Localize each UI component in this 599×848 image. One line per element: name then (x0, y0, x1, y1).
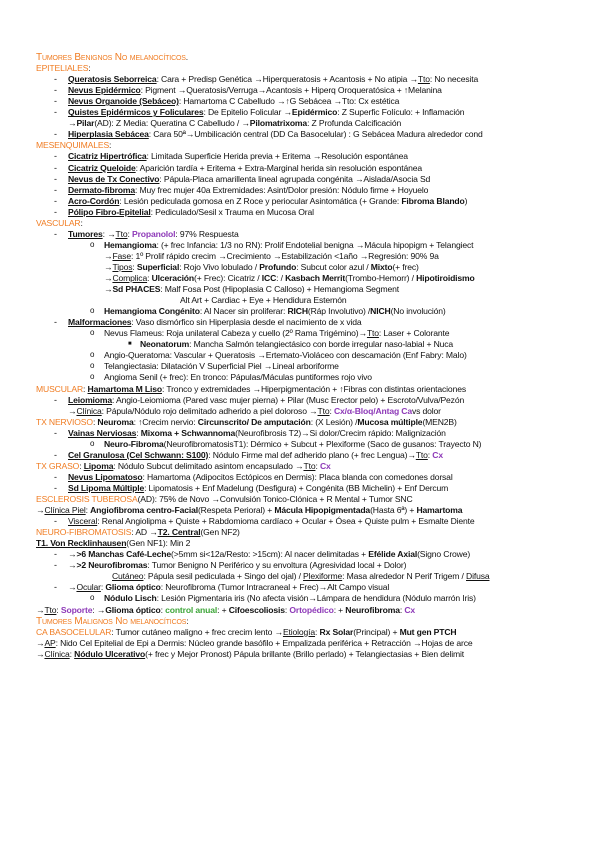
text-run: Angiofibroma centro-Facial (90, 505, 198, 516)
text-run: Cx/α-Bloq/Antag Ca (333, 405, 412, 416)
text-run: (No involución) (390, 306, 446, 317)
bullet-dash: - (54, 129, 57, 140)
text-run: Tumores Malignos No melanocíticos (36, 615, 187, 627)
text-run: Hamartoma (416, 505, 463, 516)
text-run: ICC (261, 273, 277, 283)
bullet-dash: - (54, 394, 57, 405)
text-run: → (104, 250, 113, 261)
text-run: control anual (165, 604, 218, 615)
text-run: Epidérmico (291, 107, 338, 118)
text-run: : (399, 604, 405, 615)
text-run: : Nódulo Firme mal def adherido plano (+ frec Lengua)→ (208, 449, 416, 460)
bullet-circle: o (90, 593, 95, 603)
text-run: Clínica (44, 648, 70, 659)
text-run: Cx (432, 449, 443, 460)
text-line (180, 295, 347, 306)
bullet-dash: - (54, 582, 57, 593)
text-run: Tipos (112, 261, 133, 272)
text-run: >6 Manchas Café-Leche (76, 549, 171, 560)
text-line (104, 593, 476, 604)
text-line (36, 649, 464, 660)
text-run: : Tronco y extremidades →Hiperpigmentación + ↑Fibras con distintas orientaciones (162, 383, 466, 394)
text-line (68, 163, 422, 174)
text-run: Rx Solar (319, 626, 354, 637)
text-run: (Trombo-Hemorr) / (345, 273, 417, 283)
text-run: Tto (303, 460, 316, 471)
text-line (68, 107, 464, 118)
text-run: : (88, 63, 91, 74)
text-run: Sd PHACES (112, 284, 161, 295)
text-run: → (36, 505, 45, 516)
text-run: Neuro-Fibroma (104, 438, 164, 449)
text-run: Propanolol (131, 228, 176, 239)
text-run: : Pigment →Queratosis/Verruga→Acantosis + Hiperq Oroqueratósica + ↑Melanina (140, 85, 442, 96)
text-run: : Hamartoma (Adipocitos Ectópicos en Dermis): Placa blanda con comedones dorsal (142, 471, 453, 482)
text-run: Mixoma + Schwannoma (140, 427, 236, 438)
bullet-dash: - (54, 195, 57, 206)
text-run: . (185, 52, 189, 62)
text-run: Acro-Cordón (68, 195, 120, 206)
text-run: : Lipomatosis + Enf Madelung (Desfigura) + Congénita (BB Michelin) + Enf Dercum (144, 482, 449, 493)
bullet-dash: - (54, 516, 57, 527)
text-run: : + (333, 604, 346, 615)
bullet-dash: - (54, 85, 57, 96)
bullet-circle: o (90, 361, 95, 371)
text-run: : Muy frec mujer 40a Extremidades: Asint/Dolor presión: Nódulo firme + Hoyuelo (135, 184, 429, 195)
text-run: : Z Superfic Folículo: + Inflamación (337, 107, 465, 118)
text-line (104, 439, 481, 450)
text-run: → (36, 648, 45, 659)
text-line (104, 328, 449, 339)
text-run: Tto (115, 228, 128, 239)
text-line (104, 251, 439, 262)
text-run: : (186, 615, 189, 626)
text-run: Sd Lipoma Múltiple (68, 482, 145, 493)
text-line (36, 218, 83, 229)
text-line (68, 229, 239, 240)
text-run: (Respeta Perioral) + (197, 505, 275, 516)
text-line (36, 538, 190, 549)
text-run: : Nido Cel Epitelial de Epi a Dermis: Núcleo grande basófilo + Empalizada periférica + Retracción →Hojas de arce (55, 637, 473, 648)
text-line (112, 571, 489, 582)
text-run: >2 Neurofibromas (76, 560, 148, 571)
text-line (68, 129, 483, 140)
text-run: Alt Art + Cardiac + Eye + Hendidura Esternón (180, 295, 347, 306)
text-run: : (+ frec Infancia: 1/3 no RN): Prolif Endotelial benigna →Mácula hipopigm + Telangiect (156, 239, 474, 250)
text-run: (AD): Z Media: Queratina C Cabelludo / → (94, 118, 250, 129)
text-run: (Ráp Involutivo) / (307, 306, 371, 317)
text-run: : Vaso dismórfico sin Hiperplasia desde el nacimiento de x vida (131, 317, 362, 328)
bullet-dash: - (54, 74, 57, 85)
text-run: Neuroma (97, 416, 134, 427)
text-run: Glioma óptico (105, 582, 161, 593)
text-run: (+ frec) (392, 261, 419, 272)
text-run: : (100, 582, 106, 593)
bullet-dash: - (54, 471, 57, 482)
text-line (36, 384, 466, 395)
text-run: (>5mm si<12a/Resto: >15cm): Al nacer delimitadas + (170, 549, 369, 560)
text-run: RICH (287, 306, 308, 317)
bullet-circle: o (90, 438, 95, 448)
text-run: Circunscrito/ De amputación (197, 416, 311, 427)
text-run: (NeurofibromatosisT1): Dérmico + Subcut + Plexiforme (Saco de gusanos: Trayecto N) (163, 438, 482, 449)
text-run: Hamartoma M Liso (87, 383, 162, 394)
text-run: MESENQUIMALES (36, 140, 110, 151)
text-run: Leiomioma (68, 394, 113, 405)
text-run: : (284, 604, 290, 615)
text-line (104, 262, 419, 273)
text-run: Etiología (282, 626, 316, 637)
text-run: T1. Von Recklinhausen (36, 538, 127, 549)
text-line (104, 361, 339, 372)
text-line (104, 372, 372, 383)
text-run: vs dolor (412, 405, 441, 416)
text-line (104, 306, 446, 317)
text-run: Superficial (136, 261, 180, 272)
text-line (68, 516, 475, 527)
text-run: Pilomatrixoma (249, 118, 308, 129)
text-run: : Neurofibroma (Tumor Intracraneal + Frec)→Alt Campo visual (160, 582, 390, 593)
text-run: : + (217, 604, 229, 615)
text-line (68, 74, 478, 85)
text-run: Ocular (76, 582, 101, 593)
text-run: Lipoma (83, 460, 114, 471)
text-run: TX NERVIOSO (36, 416, 93, 427)
text-line (68, 85, 442, 96)
text-line (68, 549, 470, 560)
text-line (68, 151, 408, 162)
text-run: → (68, 582, 77, 593)
bullet-dash: - (54, 560, 57, 571)
text-run: CA BASOCELULAR (36, 626, 112, 637)
text-run: : Pápula-Placa amarillenta lineal agrupada congénita →Aislada/Asocia Sd (159, 173, 431, 184)
text-run: Vainas Nerviosas (68, 427, 137, 438)
text-run: Nevus Lipomatoso (68, 471, 143, 482)
text-run: : ↑Crecim nervio: (133, 416, 198, 427)
bullet-dash: - (54, 206, 57, 217)
text-run: : (92, 416, 98, 427)
text-run: Mut gen PTCH (399, 626, 457, 637)
text-run: → (104, 273, 113, 283)
text-run: : (315, 626, 320, 637)
text-run: Mixto (370, 261, 393, 272)
bullet-dash: - (54, 184, 57, 195)
text-run: Cicatriz Queloide (68, 162, 136, 173)
text-run: → (68, 549, 77, 560)
text-run: : → (102, 228, 116, 239)
text-run: Neurofibroma (345, 604, 400, 615)
bullet-dash: - (54, 317, 57, 328)
text-run: Efélide Axial (368, 549, 418, 560)
text-line (68, 560, 406, 571)
text-run: : Z Profunda Calcificación (307, 118, 402, 129)
text-run: → (68, 118, 77, 129)
text-run: Ulceración (151, 273, 195, 283)
bullet-dash: - (54, 151, 57, 162)
bullet-dash: - (54, 449, 57, 460)
bullet-dash: - (54, 549, 57, 560)
text-run: Pólipo Fibro-Epitelial (68, 206, 151, 217)
text-run: : (80, 217, 83, 228)
text-line (104, 350, 467, 361)
text-line (104, 240, 473, 251)
text-run: : (69, 648, 75, 659)
text-run: : Renal Angiolipma + Quiste + Rabdomioma cardíaco + Ocular + Ósea + Quiste pulm + Esmalte Diente (97, 516, 475, 527)
text-run: VASCULAR (36, 217, 81, 228)
text-run: Nódulo Ulcerativo (74, 648, 146, 659)
text-run: : Lesión Pigmentaria iris (No afecta visión→Lámpara de hendidura (Nódulo marrón Iris) (156, 593, 476, 604)
text-run: : Pápula sesil pediculada + Singo del ojal) / (143, 571, 304, 582)
text-line (68, 395, 464, 406)
text-run: : (147, 273, 152, 283)
text-line (68, 450, 443, 461)
text-run: : (85, 505, 91, 516)
text-run: : (329, 405, 334, 416)
text-run: Nevus Epidérmico (68, 85, 141, 96)
text-run: (Principal) + (353, 626, 400, 637)
text-run: Mácula Hipopigmentada (274, 505, 371, 516)
text-run: Tto (415, 449, 428, 460)
text-line (68, 207, 314, 218)
text-run: Fase (112, 250, 131, 261)
text-run: ESCLEROSIS TUBEROSA (36, 494, 138, 504)
text-run: Queratosis Seborreica (68, 74, 157, 85)
bullet-circle: o (90, 306, 95, 316)
text-run: MUSCULAR (36, 383, 84, 394)
text-run: → (36, 637, 45, 648)
text-run: : Laser + Colorante (378, 328, 450, 339)
bullet-circle: o (90, 372, 95, 382)
text-run: : 97% Respuesta (175, 228, 239, 239)
text-run: → (68, 560, 77, 571)
bullet-dash: - (54, 482, 57, 493)
text-line (36, 52, 188, 63)
text-run: : (160, 604, 166, 615)
text-run: Telangiectasia: Dilatación V Superficial Piel →Lineal arboriforme (104, 361, 339, 372)
text-line (68, 317, 362, 328)
bullet-dash: - (54, 173, 57, 184)
text-run: : (136, 427, 141, 438)
text-run: Hiperplasia Sebácea (68, 129, 149, 140)
text-run: : Lesión pediculada gomosa en Z Roce y periocular Asintomática (+ Grande: (119, 195, 402, 206)
text-run: : (315, 460, 320, 471)
text-run: Dermato-fibroma (68, 184, 135, 195)
text-run: Tto (366, 328, 379, 339)
text-run: Cx (319, 460, 331, 471)
text-run: Kasbach Merrit (285, 273, 346, 283)
text-run: Visceral (68, 516, 98, 527)
text-run: : Tumor cutáneo maligno + frec crecim lento → (111, 626, 283, 637)
bullet-circle: o (90, 350, 95, 360)
text-run: Malformaciones (68, 317, 132, 328)
text-run: TX GRASO (36, 460, 80, 471)
text-run: Tto (417, 74, 430, 85)
text-run: : (56, 604, 61, 615)
text-line (104, 273, 475, 284)
text-run: Glioma óptico (105, 604, 161, 615)
text-run: : Malf Fosa Post (Hipoplasia C Calloso) + Hemangioma Segment (160, 284, 399, 295)
text-run: Nevus Organoide (Sebáceo) (68, 96, 179, 107)
text-run: : Al Nacer sin proliferar: (199, 306, 288, 317)
text-run: Hipotiroidismo (416, 273, 475, 283)
text-run: : / (276, 273, 286, 283)
text-run: (Gen NF1): Min 2 (126, 538, 191, 549)
text-run: : Angio-Leiomioma (Pared vasc mujer pierna) + Pilar (Musc Erector pelo) + Escroto/Vulva/Pezón (112, 394, 465, 405)
text-run: Mucosa múltiple (357, 416, 423, 427)
text-run: : Cara + Predisp Genética →Hiperqueratosis + Acantosis + No atipia → (156, 74, 418, 85)
text-run: NICH (370, 306, 391, 317)
text-run: (MEN2B) (422, 416, 457, 427)
text-run: Plexiforme (303, 571, 343, 582)
text-run: Tto (44, 604, 57, 615)
text-run: : (X Lesión) / (310, 416, 358, 427)
text-line (36, 505, 462, 516)
bullet-dash: - (54, 228, 57, 239)
text-run: : De Epitelio Folicular → (203, 107, 292, 118)
text-line (36, 638, 473, 649)
text-run: Nódulo Lisch (104, 593, 157, 604)
text-run: : (109, 140, 112, 151)
text-run: : Rojo Vivo lobulado / (179, 261, 260, 272)
text-run: Neonatorum (140, 339, 190, 350)
text-run: Clínica (76, 405, 102, 416)
bullet-circle: o (90, 239, 95, 249)
text-run: (Neurofibrosis T2)→Si dolor/Crecim rápido: Malignización (235, 427, 446, 438)
text-run: Cutáneo (112, 571, 144, 582)
text-run: (AD): 75% de Novo →Convulsión Tonico-Clónica + R Mental + Tumor SNC (137, 494, 413, 504)
text-line (68, 118, 401, 129)
text-run: Tto (317, 405, 330, 416)
text-run: (Signo Crowe) (417, 549, 471, 560)
text-line (68, 96, 399, 107)
bullet-circle: o (90, 328, 95, 338)
text-line (36, 417, 457, 428)
text-run: AP (44, 637, 56, 648)
bullet-dash: - (54, 162, 57, 173)
text-run: Cel Granulosa (Cel Schwann: S100) (68, 449, 209, 460)
bullet-dash: - (54, 427, 57, 438)
text-run: : Hamartoma C Cabelludo →↑G Sebácea →Tto: Cx estética (178, 96, 400, 107)
text-line (68, 428, 446, 439)
text-run: EPITELIALES (36, 63, 89, 74)
text-run: → (104, 284, 113, 295)
text-line (140, 339, 453, 350)
text-line (36, 494, 413, 505)
text-run: : Aparición tardía + Eritema + Extra-Marginal herida sin resolución espontánea (135, 162, 423, 173)
text-line (68, 483, 448, 494)
text-run: : (79, 460, 84, 471)
text-run: : No necesita (429, 74, 479, 85)
text-run: : Pápula/Nódulo rojo delimitado adherido a piel doloroso → (101, 405, 318, 416)
text-run: : Pediculado/Sesil x Trauma en Mucosa Oral (150, 206, 314, 217)
text-run: : → (92, 604, 106, 615)
text-run: Hemangioma Congénito (104, 306, 200, 317)
text-run: : AD → (131, 527, 158, 538)
text-run: Hemangioma (104, 239, 157, 250)
text-run: Angioma Senil (+ frec): En tronco: Pápulas/Máculas puntiformes rojo vivo (104, 372, 372, 383)
text-line (104, 284, 399, 295)
text-line (36, 527, 240, 538)
bullet-dash: - (54, 107, 57, 118)
text-line (68, 196, 467, 207)
text-run: Tumores (68, 228, 103, 239)
text-line (68, 472, 453, 483)
text-run: → (104, 261, 113, 272)
text-run: Soporte (60, 604, 93, 615)
text-run: : (83, 383, 88, 394)
text-line (36, 627, 456, 638)
text-line (36, 461, 331, 472)
text-run: : (427, 449, 433, 460)
text-run: Profundo (259, 261, 297, 272)
text-run: Cicatriz Hipertrófica (68, 151, 147, 162)
text-run: : Masa alrededor N Perif Trigem / (342, 571, 467, 582)
text-run: T2. Central (157, 527, 201, 538)
text-run: ) (464, 195, 468, 206)
text-line (68, 406, 441, 417)
text-run: : Mancha Salmón telangiectásico con borde irregular naso-labial + Nuca (189, 339, 454, 350)
text-line (36, 140, 111, 151)
text-run: Tumores Benignos No melanocíticos (36, 52, 186, 63)
text-run: : Nódulo Subcut delimitado asintom encapsulado → (113, 460, 304, 471)
text-run: Cifoescoliosis (228, 604, 285, 615)
text-line (68, 174, 430, 185)
bullet-square: ■ (128, 341, 132, 348)
text-run: Difusa (466, 571, 490, 582)
text-run: Cx (404, 604, 416, 615)
text-run: NEURO-FIBROMATOSIS (36, 527, 132, 538)
text-run: (+ frec y Mejor Pronost) Pápula brillante (Brillo perlado) + Telangiectasias + Bien delimit (145, 648, 465, 659)
text-run: (Hasta 6ª) + (370, 505, 417, 516)
text-run: : Tumor Benigno N Periférico y su envoltura (Agresividad local + Dolor) (147, 560, 407, 571)
text-run: Complica (112, 273, 148, 283)
text-run: Nevus Flameus: Roja unilateral Cabeza y cuello (2º Rama Trigémino)→ (104, 328, 367, 339)
text-run: → (36, 604, 45, 615)
text-line (68, 185, 428, 196)
text-run: Angio-Queratoma: Vascular + Queratosis →Ertemato-Violáceo con descamación (Enf Fabry: Malo) (104, 350, 467, 361)
text-run: → (68, 405, 77, 416)
text-run: (Gen NF2) (200, 527, 240, 538)
text-run: : Limitada Superficie Herida previa + Eritema →Resolución espontánea (146, 151, 408, 162)
text-run: : Subcut color azul / (296, 261, 371, 272)
text-line (36, 616, 189, 627)
text-run: Clínica Piel (44, 505, 86, 516)
text-run: Pilar (76, 118, 95, 129)
text-run: Ortopédico (289, 604, 334, 615)
text-run: Fibroma Blando (401, 195, 465, 206)
text-run: (+ Frec): Cicatriz / (194, 273, 262, 283)
text-line (68, 582, 389, 593)
text-run: : (127, 228, 132, 239)
text-line (36, 605, 415, 616)
text-run: Nevus de Tx Conectivo (68, 173, 160, 184)
text-run: : (132, 261, 137, 272)
text-run: : Cara 50ª→Umbilicación central (DD Ca Basocelular) : G Sebácea Madura alrededor cond (148, 129, 483, 140)
bullet-dash: - (54, 96, 57, 107)
text-run: : 1º Prolif rápido crecim →Crecimiento →Estabilización <1año →Regresión: 90% 9a (130, 250, 439, 261)
text-line (36, 63, 91, 74)
text-run: Quistes Epidérmicos y Foliculares (68, 107, 204, 118)
